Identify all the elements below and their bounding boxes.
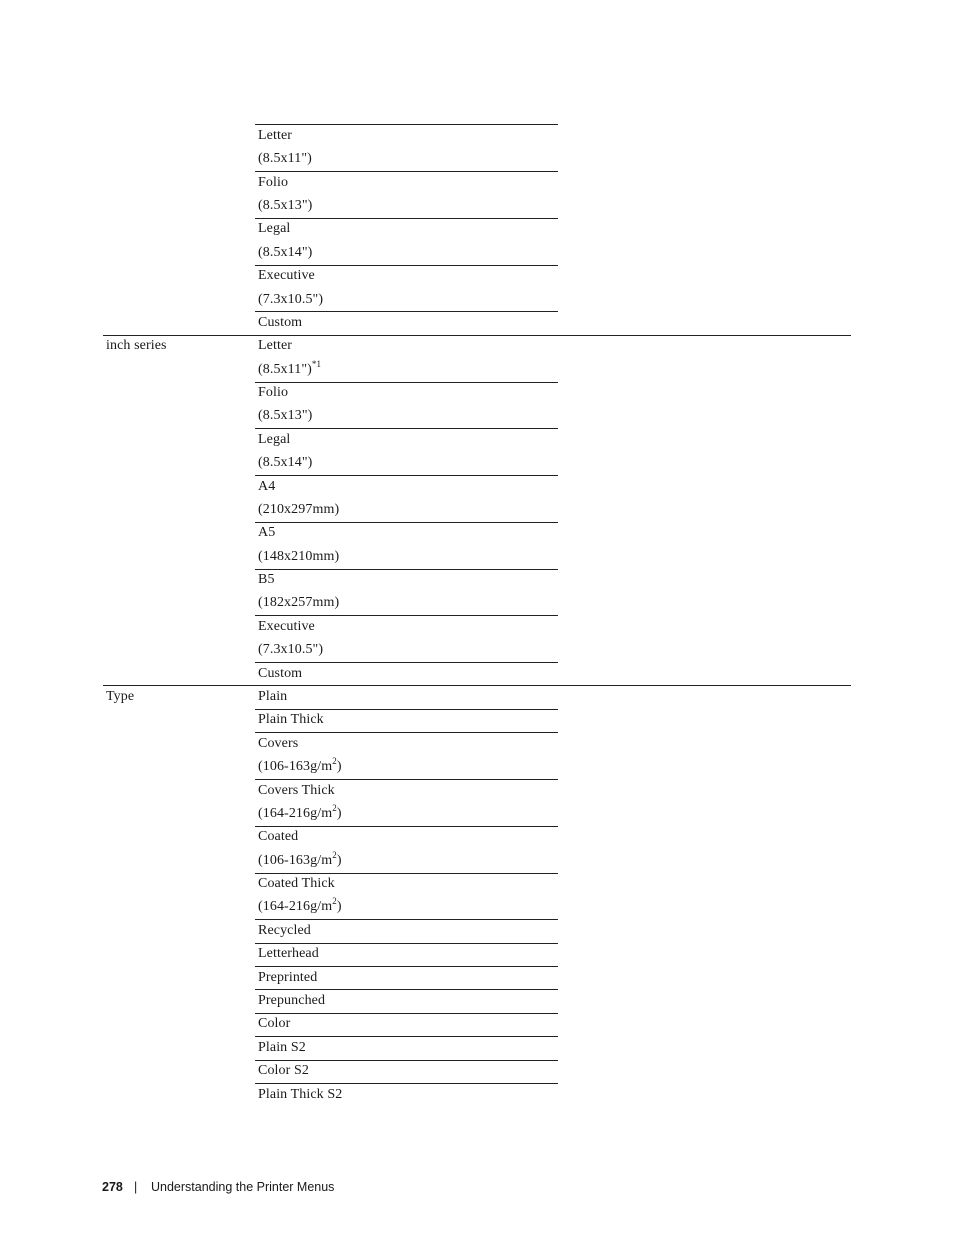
- option-weight-text: (164-216g/m: [258, 899, 333, 914]
- option-weight: [258, 756, 342, 775]
- option-name: B5: [258, 572, 275, 587]
- option-name: A4: [258, 479, 276, 494]
- superscript: 2: [332, 896, 337, 906]
- option-name: Prepunched: [258, 993, 326, 1008]
- row-rule: [255, 615, 558, 616]
- option-size: [258, 359, 322, 378]
- option-name: Coated Thick: [258, 876, 335, 891]
- option-size: (148x210mm): [258, 549, 340, 564]
- superscript: 2: [332, 756, 337, 766]
- option-name: Executive: [258, 619, 315, 634]
- option-name: Plain S2: [258, 1040, 306, 1055]
- option-name: A5: [258, 525, 276, 540]
- option-weight: [258, 896, 342, 915]
- option-weight-tail: ): [336, 759, 342, 774]
- option-weight-tail: ): [336, 806, 342, 821]
- footnote-marker: *1: [311, 359, 322, 369]
- section-rule: [103, 685, 851, 686]
- row-rule: [255, 1060, 558, 1061]
- option-name: Letter: [258, 338, 293, 353]
- row-rule: [255, 873, 558, 874]
- option-size: (7.3x10.5"): [258, 292, 324, 307]
- option-name: Custom: [258, 666, 303, 681]
- row-rule: [255, 311, 558, 312]
- row-rule: [255, 709, 558, 710]
- row-rule: [255, 966, 558, 967]
- option-name: Plain: [258, 689, 288, 704]
- row-rule: [255, 569, 558, 570]
- option-weight-tail: ): [336, 853, 342, 868]
- option-name: Covers Thick: [258, 783, 335, 798]
- option-weight: [258, 850, 342, 869]
- option-name: Plain Thick: [258, 712, 324, 727]
- row-rule: [255, 382, 558, 383]
- page-number: 278: [102, 1180, 123, 1194]
- option-name: Preprinted: [258, 970, 318, 985]
- section-label-type: Type: [106, 689, 135, 704]
- row-rule: [255, 1013, 558, 1014]
- option-name: Color S2: [258, 1063, 309, 1078]
- row-rule: [255, 265, 558, 266]
- row-rule: [255, 919, 558, 920]
- row-rule: [255, 124, 558, 125]
- row-rule: [255, 475, 558, 476]
- option-weight: [258, 803, 342, 822]
- option-name: Folio: [258, 175, 289, 190]
- row-rule: [255, 218, 558, 219]
- option-name: Legal: [258, 432, 291, 447]
- row-rule: [255, 428, 558, 429]
- section-rule: [103, 335, 851, 336]
- option-name: Letterhead: [258, 946, 319, 961]
- section-label-inch-series: inch series: [106, 338, 167, 353]
- option-name: Letter: [258, 128, 293, 143]
- option-size: (8.5x14"): [258, 245, 313, 260]
- row-rule: [255, 989, 558, 990]
- option-name: Recycled: [258, 923, 311, 938]
- row-rule: [255, 662, 558, 663]
- option-name: Folio: [258, 385, 289, 400]
- superscript: 2: [332, 850, 337, 860]
- option-size: (7.3x10.5"): [258, 642, 324, 657]
- footer-separator: |: [134, 1180, 138, 1194]
- option-weight-tail: ): [336, 899, 342, 914]
- running-head: Understanding the Printer Menus: [151, 1180, 335, 1194]
- option-name: Covers: [258, 736, 299, 751]
- option-weight-text: (106-163g/m: [258, 759, 333, 774]
- option-weight-text: (164-216g/m: [258, 806, 333, 821]
- option-size: (210x297mm): [258, 502, 340, 517]
- option-name: Coated: [258, 829, 299, 844]
- page-footer: [0, 1180, 954, 1200]
- option-name: Executive: [258, 268, 315, 283]
- option-name: Plain Thick S2: [258, 1087, 343, 1102]
- row-rule: [255, 1083, 558, 1084]
- option-name: Custom: [258, 315, 303, 330]
- option-name: Color: [258, 1016, 291, 1031]
- option-size-text: (8.5x11"): [258, 362, 312, 377]
- option-name: Legal: [258, 221, 291, 236]
- superscript: 2: [332, 803, 337, 813]
- row-rule: [255, 732, 558, 733]
- option-size: (182x257mm): [258, 595, 340, 610]
- option-size: (8.5x11"): [258, 151, 312, 166]
- row-rule: [255, 779, 558, 780]
- row-rule: [255, 171, 558, 172]
- option-size: (8.5x13"): [258, 198, 313, 213]
- option-size: (8.5x13"): [258, 408, 313, 423]
- row-rule: [255, 826, 558, 827]
- option-size: (8.5x14"): [258, 455, 313, 470]
- option-weight-text: (106-163g/m: [258, 853, 333, 868]
- row-rule: [255, 1036, 558, 1037]
- row-rule: [255, 522, 558, 523]
- row-rule: [255, 943, 558, 944]
